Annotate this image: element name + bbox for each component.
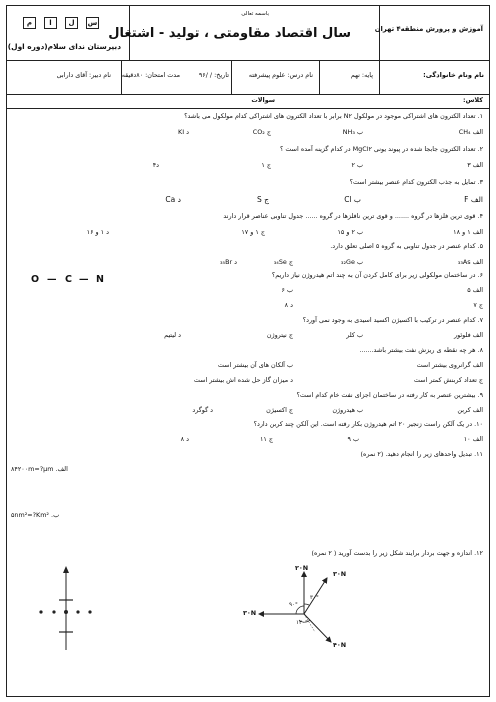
q3-option-a: الف F [464, 195, 483, 204]
questions-header-row [7, 94, 489, 109]
grade-label: پایه: نهم [350, 71, 373, 79]
exam-title: سال اقتصاد مقاومتی ، تولید - اشتغال [108, 26, 351, 41]
q1-option-a: الف CH₄ [458, 128, 483, 136]
question-4: ۴. قوی ترین فلزها در گروه ....... و قوی ترین نافلزها در گروه ...... جدول تناوبی عناصر قرار دارند [223, 212, 483, 220]
question-6: ۶. در ساختمان مولکولی زیر برای کامل کردن آن به چند اتم هیدروژن نیاز داریم؟ [271, 271, 483, 279]
date-cell [183, 60, 231, 94]
conversion-a: الف. ۸۴۲۰۰m=?μm [11, 465, 68, 473]
name-cell [379, 60, 489, 94]
teacher-label: نام دبیر: آقای دارابی [56, 71, 111, 79]
q8-option-b: ب آلکان های آن بیشتر است [217, 361, 293, 369]
q10-option-c: ج ۱۱ [259, 435, 273, 443]
conversion-b: ب. ۵nm²=?Km² [11, 511, 60, 519]
q9-option-a: الف کربن [457, 406, 483, 414]
q6-option-a: الف ۵ [467, 286, 483, 294]
q1-option-c: ج CO₂ [252, 128, 271, 136]
q2-option-b: ب ۲ [351, 161, 363, 169]
q6-option-b: ب ۶ [281, 286, 293, 294]
q8-option-c: ج تعداد کربنش کمتر است [413, 376, 483, 384]
force-label-topright: ۳۰N [333, 570, 347, 578]
q2-option-c: ج ۱ [261, 161, 271, 169]
axis-sketch-dot-2 [52, 610, 55, 613]
exam-header [7, 6, 489, 61]
bismillah: باسمه تعالی [241, 11, 269, 17]
teacher-cell [7, 60, 121, 94]
q6-option-d: د ۸ [284, 301, 293, 309]
date-label: تاریخ: / /۹۶ [198, 71, 229, 79]
name-label: نام ونام خانوادگی: [423, 71, 484, 79]
student-info-row [7, 60, 489, 95]
header-logo-cell [7, 6, 129, 60]
subject-label: نام درس: علوم پیشرفته [248, 71, 313, 79]
vector-diagram [239, 562, 349, 682]
logo-letter-3: ل [65, 17, 78, 29]
q9-option-b: ب هیدروژن [332, 406, 363, 414]
q7-option-c: ج نیتروژن [266, 331, 293, 339]
angle-arc-2 [304, 604, 309, 605]
q5-option-a: الف ₃₃As [457, 258, 483, 266]
vector-downright [304, 614, 331, 642]
q5-option-d: د ₃₅Br [219, 258, 237, 266]
q4-option-b: ب ۲ و ۱۵ [337, 228, 363, 236]
question-9: ۹. بیشترین عنصر به کار رفته در ساختمان اجزای نفت خام کدام است؟ [296, 391, 483, 399]
q10-option-b: ب ۹ [347, 435, 359, 443]
q4-option-a: الف ۱ و ۱۸ [453, 228, 483, 236]
q9-option-d: د گوگرد [192, 406, 213, 414]
question-7: ۷. کدام عنصر در ترکیب با اکسیژن اکسید اسیدی به وجود نمی آورد؟ [302, 316, 483, 324]
q3-option-d: د Ca [165, 195, 181, 204]
q10-option-d: د ۸ [180, 435, 189, 443]
grade-cell [319, 60, 379, 94]
q4-option-c: ج ۱ و ۱۷ [241, 228, 265, 236]
force-label-right: ۴۰N [333, 641, 347, 649]
question-8: ۸. هر چه نقطه ی ریزش نفت بیشتر باشد....... [359, 346, 483, 354]
angle-label-30: ۳۰° [310, 595, 319, 601]
molecule-atom-n: N [96, 274, 104, 285]
axis-sketch [35, 564, 95, 664]
logo-letter-2: ا [44, 17, 57, 29]
class-label: کلاس: [463, 96, 483, 104]
axis-sketch-origin [64, 610, 68, 614]
question-12: ۱۲. اندازه و جهت بردار برایند شکل زیر را بدست آورید ( ۲ نمره) [311, 549, 483, 557]
subject-cell [231, 60, 319, 94]
question-1: ۱. تعداد الکترون های اشتراکی موجود در مولکول N۲ برابر با تعداد الکترون های اشتراکی کدام مولکول می باشد؟ [184, 112, 483, 120]
question-11: ۱۱. تبدیل واحدهای زیر را انجام دهید. (۲ نمره) [360, 450, 483, 458]
angle-label-90: ۹۰° [289, 602, 298, 608]
questions-heading: سوالات [251, 96, 275, 104]
force-label-top: ۲۰N [295, 564, 309, 572]
q1-option-b: ب NH₃ [342, 128, 363, 136]
duration-cell [121, 60, 183, 94]
q2-option-a: الف ۳ [467, 161, 483, 169]
molecule-bond-2: — [79, 274, 89, 285]
org-name: آموزش و پرورش منطقه۴ تهران [374, 25, 483, 33]
exam-page [6, 5, 490, 697]
q4-option-d: د ۱ و ۱۶ [86, 228, 109, 236]
force-label-left: ۳۰N [243, 609, 257, 617]
axis-sketch-dot-4 [88, 610, 91, 613]
q1-option-d: د KI [178, 128, 189, 136]
q7-option-d: د لیتیم [164, 331, 181, 339]
question-5: ۵. کدام عنصر در جدول تناوبی به گروه ۵ اصلی تعلق دارد. [330, 242, 483, 250]
q2-option-d: د۴ [152, 161, 159, 169]
q10-option-a: الف ۱۰ [463, 435, 483, 443]
q3-option-b: ب Cl [344, 195, 361, 204]
q6-option-c: ج ۷ [473, 301, 483, 309]
logo-letter-1: م [23, 17, 36, 29]
q3-option-c: ج S [257, 195, 269, 204]
q7-option-a: الف فلوئور [453, 331, 483, 339]
q5-option-c: ج ₃₄Se [273, 258, 293, 266]
angle-label-120: ۱۲۰° [296, 620, 308, 626]
logo-letter-4: س [87, 19, 98, 27]
school-name: دبیرستان ندای سلام(دوره اول) [7, 42, 121, 51]
axis-sketch-dot-1 [39, 610, 42, 613]
q8-option-a: الف گرانروی بیشتر است [416, 361, 483, 369]
q8-option-d: د میزان گاز حل شده اش بیشتر است [193, 376, 293, 384]
question-3: ۳. تمایل به جذب الکترون کدام عنصر بیشتر است؟ [349, 178, 483, 186]
molecule-bond-1: — [47, 274, 57, 285]
molecule-atom-c: C [65, 274, 72, 285]
q7-option-b: ب کلر [346, 331, 363, 339]
molecule-atom-o: O [31, 274, 40, 285]
question-2: ۲. تعداد الکترون جابجا شده در پیوند یونی MgCl۲ در کدام گزینه آمده است ؟ [279, 145, 483, 153]
header-title-cell [108, 6, 379, 60]
axis-sketch-dot-3 [76, 610, 79, 613]
axis-sketch-up-arrow [63, 566, 69, 573]
duration-label: مدت امتحان: ۸۰دقیقه [121, 71, 180, 79]
header-org-cell [374, 6, 489, 60]
q9-option-c: ج اکسیژن [266, 406, 293, 414]
q5-option-b: ب ₃₂Ge [340, 258, 363, 266]
question-10: ۱۰. در یک آلکن راست زنجیر ۲۰ اتم هیدروژن بکار رفته است. این آلکن چند کربن دارد؟ [253, 420, 483, 428]
